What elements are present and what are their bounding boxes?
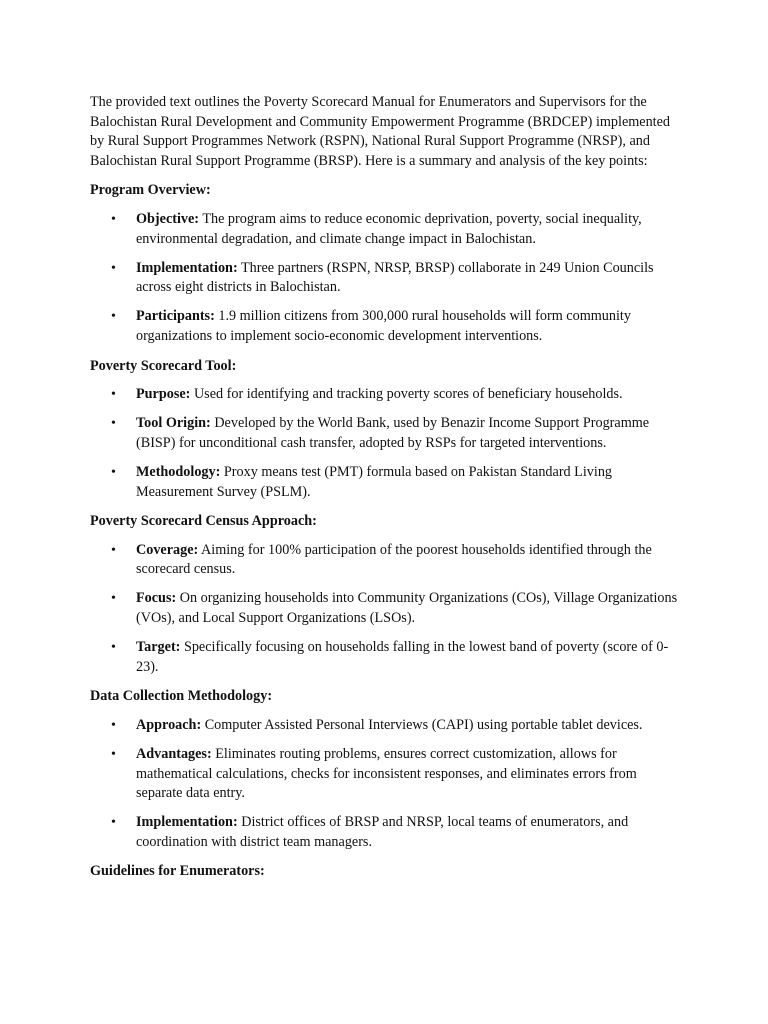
item-label: Participants: [136, 308, 215, 325]
item-text: Computer Assisted Personal Interviews (CAPI) using portable tablet devices. [201, 716, 643, 733]
bullet-list [90, 716, 682, 853]
list-item [90, 307, 682, 346]
bullet-icon: • [111, 542, 116, 558]
list-item [90, 813, 682, 852]
bullet-icon: • [111, 387, 116, 403]
item-label: Implementation: [136, 259, 238, 276]
bullet-icon: • [111, 309, 116, 325]
item-text: Eliminates routing problems, ensures correct customization, allows for mathematical calculations, checks for inconsistent responses, and eliminates errors from separate data entry. [136, 745, 637, 802]
item-label: Coverage: [136, 541, 199, 558]
list-item [90, 745, 682, 804]
section-heading: Guidelines for Enumerators: [90, 863, 265, 880]
list-item [90, 589, 682, 628]
item-label: Purpose: [136, 386, 191, 403]
item-text: Three partners (RSPN, NRSP, BRSP) collaborate in 249 Union Councils across eight districts in Balochistan. [136, 259, 654, 296]
item-label: Implementation: [136, 814, 238, 831]
bullet-icon: • [111, 640, 116, 656]
item-label: Objective: [136, 210, 200, 227]
section-heading: Poverty Scorecard Census Approach: [90, 513, 317, 530]
bullet-list [90, 210, 682, 347]
bullet-icon: • [111, 717, 116, 733]
section-heading: Data Collection Methodology: [90, 688, 273, 705]
intro-paragraph: The provided text outlines the Poverty Scorecard Manual for Enumerators and Supervisors for the Balochistan Rural Development and Community Empowerment Programme (BRDCEP) implemented by Rural Support Programmes Network (RSPN), National Rural Support Programme (NRSP), and Balochistan Rural Support Programme (BRSP). Here is a summary and analysis of the key points: [90, 94, 671, 169]
item-text: The program aims to reduce economic deprivation, poverty, social inequality, environmental degradation, and climate change impact in Balochistan. [136, 210, 642, 247]
item-text: 1.9 million citizens from 300,000 rural households will form community organizations to implement socio-economic development interventions. [136, 308, 631, 344]
list-item [90, 541, 682, 580]
list-item [90, 385, 682, 405]
list-item [90, 259, 682, 298]
item-label: Tool Origin: [136, 415, 211, 432]
list-item [90, 414, 682, 453]
bullet-icon: • [111, 464, 116, 480]
bullet-icon: • [111, 211, 116, 227]
list-item [90, 463, 682, 502]
list-item [90, 638, 682, 677]
bullet-icon: • [111, 416, 116, 432]
item-text: Proxy means test (PMT) formula based on Pakistan Standard Living Measurement Survey (PSLM). [136, 463, 613, 500]
bullet-list [90, 385, 682, 502]
item-label: Methodology: [136, 463, 221, 480]
item-text: Specifically focusing on households falling in the lowest band of poverty (score of 0-23). [136, 639, 669, 675]
item-label: Target: [136, 639, 181, 656]
item-text: Aiming for 100% participation of the poorest households identified through the scorecard census. [136, 541, 652, 578]
bullet-icon: • [111, 746, 116, 762]
item-text: Developed by the World Bank, used by Benazir Income Support Programme (BISP) for unconditional cash transfer, adopted by RSPs for targeted interventions. [136, 415, 650, 451]
sections-container [90, 181, 682, 882]
item-label: Focus: [136, 590, 177, 607]
section-heading: Program Overview: [90, 182, 211, 199]
bullet-icon: • [111, 591, 116, 607]
list-item [90, 716, 682, 736]
item-label: Advantages: [136, 745, 212, 762]
item-text: District offices of BRSP and NRSP, local teams of enumerators, and coordination with district team managers. [136, 814, 629, 850]
bullet-icon: • [111, 260, 116, 276]
bullet-list [90, 541, 682, 678]
document-page [90, 93, 682, 891]
item-text: Used for identifying and tracking poverty scores of beneficiary households. [190, 386, 623, 403]
item-text: On organizing households into Community Organizations (COs), Village Organizations (VOs), and Local Support Organizations (LSOs). [136, 590, 678, 626]
list-item [90, 210, 682, 249]
bullet-icon: • [111, 815, 116, 831]
section-heading: Poverty Scorecard Tool: [90, 357, 237, 374]
item-label: Approach: [136, 716, 202, 733]
